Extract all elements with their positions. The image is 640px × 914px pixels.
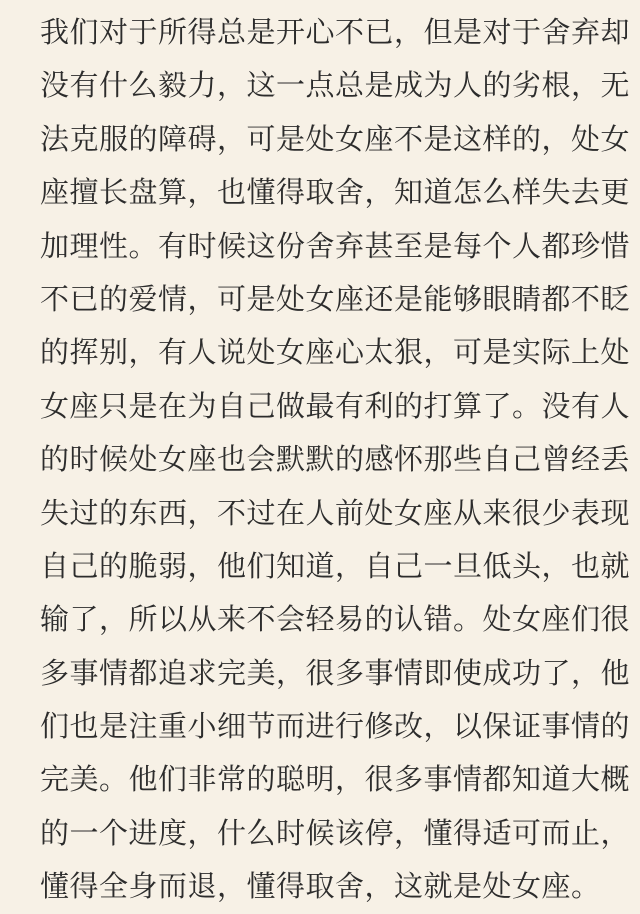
text-line-11: 自己的脆弱，他们知道，自己一旦低头，也就 [40, 548, 631, 583]
text-line-13: 多事情都追求完美，很多事情即使成功了，他 [40, 655, 631, 690]
text-line-1: 我们对于所得总是开心不已，但是对于舍弃却 [40, 15, 631, 49]
text-line-17: 懂得全身而退，懂得取舍，这就是处女座。 [40, 869, 601, 904]
text-line-9: 的时候处女座也会默默的感怀那些自己曾经丢 [40, 442, 631, 477]
text-line-14: 们也是注重小细节而进行修改，以保证事情的 [40, 709, 631, 744]
text-line-16: 的一个进度，什么时候该停，懂得适可而止， [40, 815, 631, 850]
text-line-15: 完美。他们非常的聪明，很多事情都知道大概 [40, 762, 631, 797]
text-line-2: 没有什么毅力，这一点总是成为人的劣根，无 [40, 68, 631, 103]
text-line-8: 女座只是在为自己做最有利的打算了。没有人 [40, 388, 631, 423]
text-line-4: 座擅长盘算，也懂得取舍，知道怎么样失去更 [40, 175, 631, 210]
text-line-6: 不已的爱情，可是处女座还是能够眼睛都不眨 [40, 281, 631, 316]
text-line-5: 加理性。有时候这份舍弃甚至是每个人都珍惜 [40, 228, 631, 263]
text-line-7: 的挥别，有人说处女座心太狠，可是实际上处 [40, 335, 631, 370]
article-body [40, 0, 631, 914]
text-line-12: 输了，所以从来不会轻易的认错。处女座们很 [40, 602, 631, 637]
text-line-3: 法克服的障碍，可是处女座不是这样的，处女 [40, 121, 631, 156]
text-line-10: 失过的东西，不过在人前处女座从来很少表现 [40, 495, 631, 530]
